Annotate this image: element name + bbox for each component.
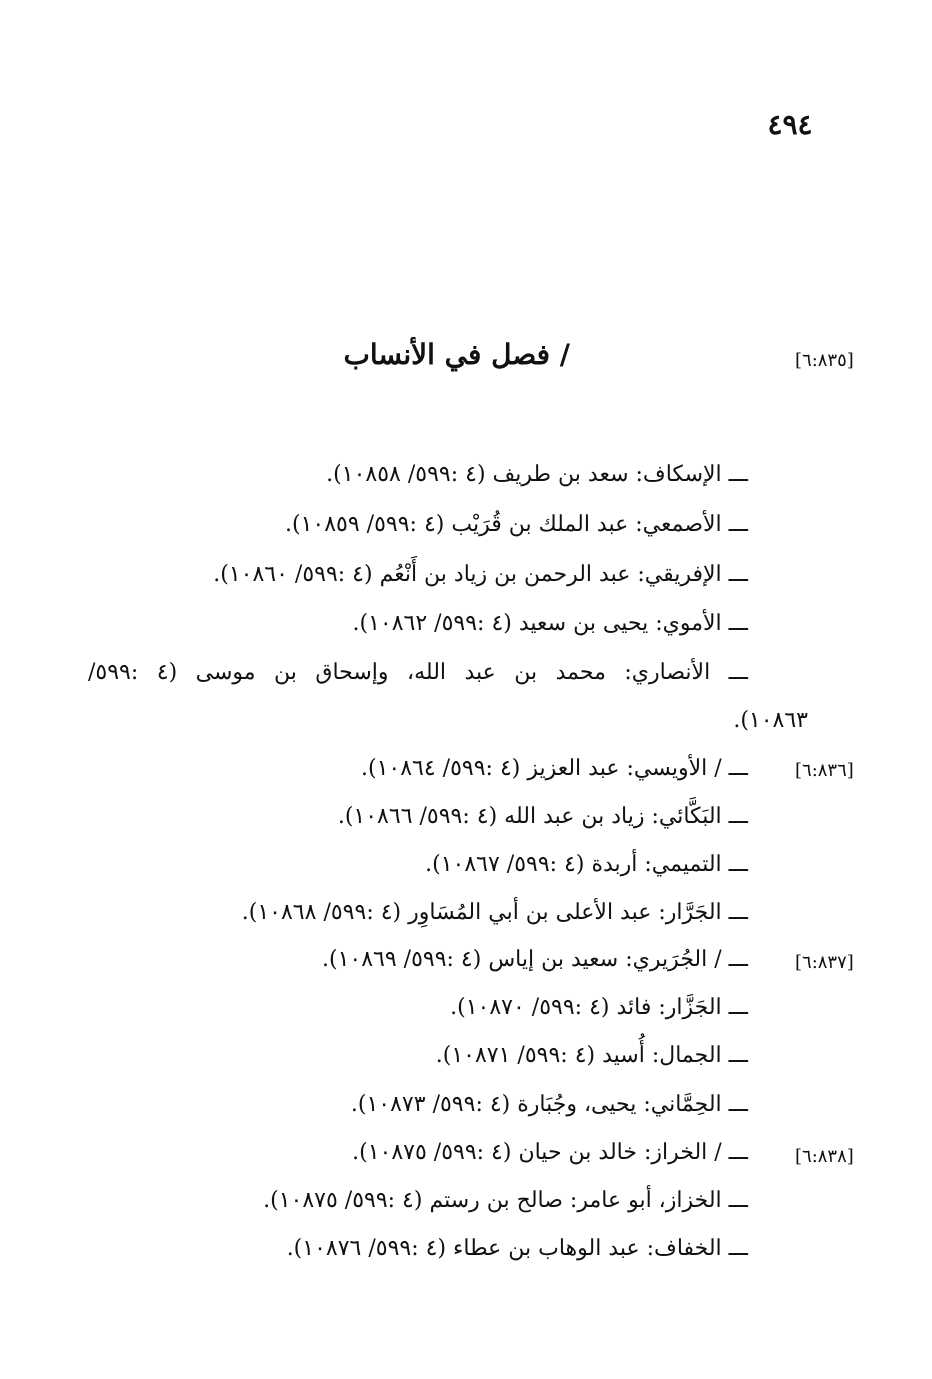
entry: ـــ الحِمَّاني: يحيى، وجُبَارة (٤ :٥٩٩/ ١٠٨٧٣).: [350, 1092, 748, 1117]
page-number: ٤٩٤: [767, 108, 813, 141]
entry: ـــ الأنصاري: محمد بن عبد الله، وإسحاق بن موسى (٤ :٥٩٩/: [88, 660, 748, 685]
margin-ref: [٦:٨٣٦]: [795, 760, 854, 781]
entry: ـــ / الأويسي: عبد العزيز (٤ :٥٩٩/ ١٠٨٦٤).: [361, 756, 748, 781]
entry: ـــ / الخراز: خالد بن حيان (٤ :٥٩٩/ ١٠٨٧٥).: [352, 1140, 748, 1165]
entry: ـــ الجَرَّار: عبد الأعلى بن أبي المُسَاوِر (٤ :٥٩٩/ ١٠٨٦٨).: [241, 900, 748, 925]
entry: ـــ الخزاز، أبو عامر: صالح بن رستم (٤ :٥٩٩/ ١٠٨٧٥).: [263, 1188, 748, 1213]
entry: ـــ الجمال: أُسيد (٤ :٥٩٩/ ١٠٨٧١).: [435, 1043, 748, 1068]
entry-continuation: ١٠٨٦٣).: [733, 708, 808, 733]
entry: ـــ / الجُرَيري: سعيد بن إياس (٤ :٥٩٩/ ١٠٨٦٩).: [321, 947, 748, 972]
section-title: / فصل في الأنساب: [343, 338, 570, 371]
entry: ـــ الجَزَّار: فائد (٤ :٥٩٩/ ١٠٨٧٠).: [450, 995, 748, 1020]
entry: ـــ الأموي: يحيى بن سعيد (٤ :٥٩٩/ ١٠٨٦٢).: [352, 611, 748, 636]
margin-ref: [٦:٨٣٧]: [795, 952, 854, 973]
entry: ـــ البَكَّائي: زياد بن عبد الله (٤ :٥٩٩/ ١٠٨٦٦).: [337, 804, 748, 829]
entry: ـــ الخفاف: عبد الوهاب بن عطاء (٤ :٥٩٩/ ١٠٨٧٦).: [286, 1236, 748, 1261]
entry: ـــ التميمي: أربدة (٤ :٥٩٩/ ١٠٨٦٧).: [425, 852, 748, 877]
margin-ref: [٦:٨٣٨]: [795, 1146, 854, 1167]
entry: ـــ الإسكاف: سعد بن طريف (٤ :٥٩٩/ ١٠٨٥٨).: [326, 462, 748, 487]
entry: ـــ الإفريقي: عبد الرحمن بن زياد بن أَنْعُم (٤ :٥٩٩/ ١٠٨٦٠).: [213, 562, 748, 587]
section-ref: [٦:٨٣٥]: [795, 350, 854, 371]
entry: ـــ الأصمعي: عبد الملك بن قُرَيْب (٤ :٥٩٩/ ١٠٨٥٩).: [285, 512, 748, 537]
